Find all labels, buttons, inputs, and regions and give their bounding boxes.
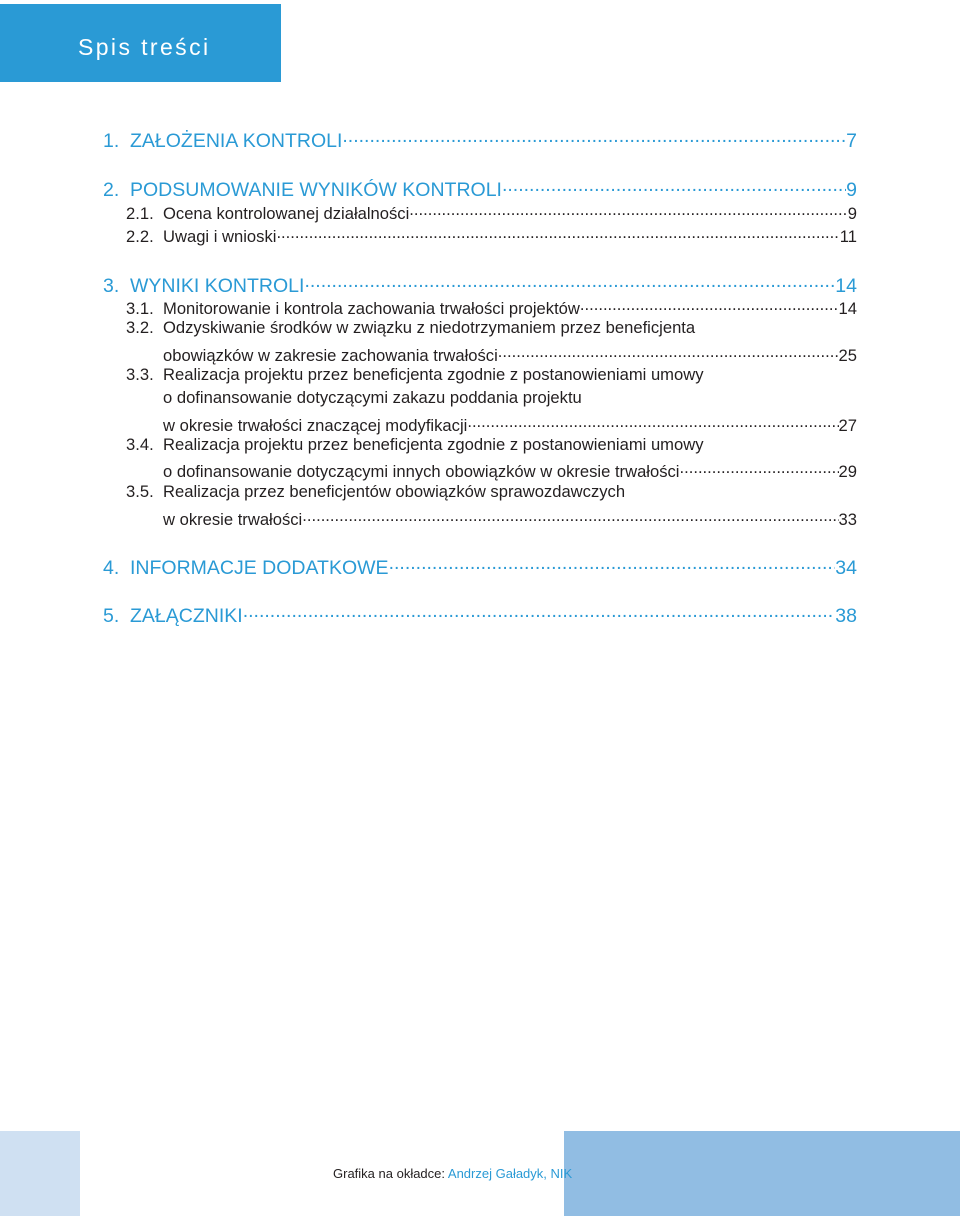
header-banner [0,4,281,82]
toc-title: Monitorowanie i kontrola zachowania trwałości projektów [163,298,580,318]
toc-leader [342,127,846,147]
toc-page: 27 [838,415,857,435]
footer-blue-block [564,1131,960,1216]
toc-page: 9 [847,203,857,223]
toc-entry-3-3-continued[interactable] [163,414,857,434]
toc-entry-3-4-continued[interactable] [163,460,857,480]
toc-page: 29 [838,461,857,481]
toc-entry-1[interactable] [103,127,857,151]
toc-entry-5[interactable] [103,602,857,626]
toc-title-line: Realizacja projektu przez beneficjenta zgodnie z postanowieniami umowy [163,365,704,384]
credit-label: Grafika na okładce: [333,1166,448,1181]
toc-leader [498,344,839,361]
cover-credit [333,1166,572,1181]
page-title: Spis treści [78,34,211,60]
toc-number: 3.3. [126,365,154,384]
toc-entry-2-1[interactable] [126,202,857,222]
toc-leader [502,176,846,196]
toc-number: 2.1. [126,203,154,223]
toc-page: 38 [835,604,857,627]
toc-title: INFORMACJE DODATKOWE [130,556,389,579]
toc-page: 14 [838,298,857,318]
toc-leader [304,272,835,292]
toc-entry-3-5[interactable] [126,484,625,501]
toc-number: 3.4. [126,435,154,454]
toc-number: 3.5. [126,482,154,501]
toc-number: 1. [103,129,120,152]
toc-page: 33 [838,509,857,529]
toc-title-line: o dofinansowanie dotyczącymi zakazu poddania projektu [163,388,582,407]
toc-title: ZAŁOŻENIA KONTROLI [130,129,343,152]
toc-title-line: w okresie trwałości znaczącej modyfikacji [163,415,468,435]
toc-title-line: o dofinansowanie dotyczącymi innych obowiązków w okresie trwałości [163,461,680,481]
toc-entry-3-5-continued[interactable] [163,508,857,528]
toc-page: 11 [839,226,857,246]
toc-page: 9 [846,178,857,201]
toc-entry-3-2-continued[interactable] [163,344,857,364]
credit-author: Andrzej Gaładyk, NIK [447,1166,573,1181]
toc-number: 5. [103,604,120,627]
toc-page: 25 [838,345,857,365]
toc-number: 3. [103,274,120,297]
toc-number: 4. [103,556,120,579]
toc-leader [680,460,839,477]
toc-leader [243,602,836,622]
toc-entry-3-4[interactable] [126,437,704,454]
toc-title: Uwagi i wnioski [163,226,277,246]
toc-title-line: obowiązków w zakresie zachowania trwałości [163,345,498,365]
toc-number: 2.2. [126,226,154,246]
toc-page: 34 [835,556,857,579]
toc-title: PODSUMOWANIE WYNIKÓW KONTROLI [130,178,502,201]
toc-entry-3-3[interactable] [126,367,704,384]
toc-title: Ocena kontrolowanej działalności [163,203,410,223]
toc-title: WYNIKI KONTROLI [130,274,305,297]
toc-number: 2. [103,178,120,201]
toc-leader [580,297,839,314]
toc-number: 3.2. [126,318,154,337]
toc-title-line: Realizacja projektu przez beneficjenta zgodnie z postanowieniami umowy [163,435,704,454]
toc-entry-2-2[interactable] [126,225,857,245]
toc-leader [467,414,838,431]
toc-entry-2[interactable] [103,176,857,200]
toc-title-line: w okresie trwałości [163,509,303,529]
toc-leader [389,554,836,574]
toc-entry-3-2[interactable] [126,320,695,337]
footer-light-block [0,1131,80,1216]
toc-page: 14 [835,274,857,297]
toc-leader [276,225,839,242]
toc-title: ZAŁĄCZNIKI [130,604,243,627]
toc-entry-4[interactable] [103,554,857,578]
toc-title-line: Realizacja przez beneficjentów obowiązków sprawozdawczych [163,482,626,501]
toc-entry-3-1[interactable] [126,297,857,317]
toc-leader [409,202,847,219]
toc-page: 7 [846,129,857,152]
toc-number: 3.1. [126,298,154,318]
toc-title-line: Odzyskiwanie środków w związku z niedotrzymaniem przez beneficjenta [163,318,696,337]
toc-leader [302,508,838,525]
toc-entry-3[interactable] [103,272,857,296]
